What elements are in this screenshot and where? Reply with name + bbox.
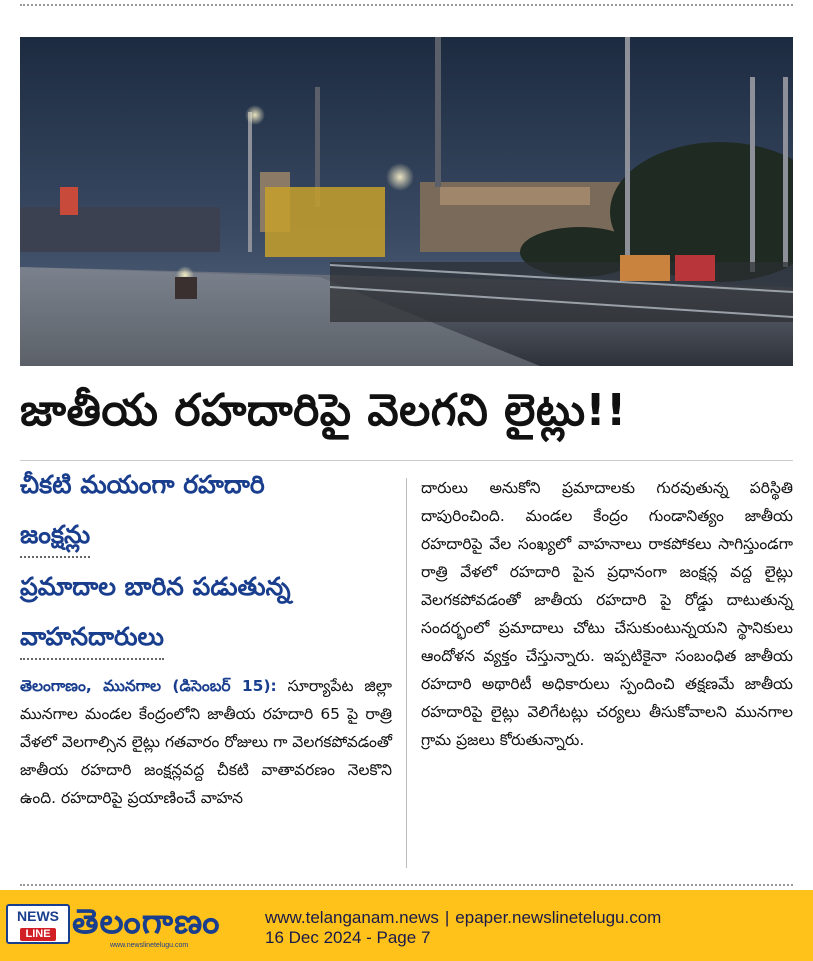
- subhead-2: జంక్షన్లు: [20, 518, 90, 558]
- left-body: [20, 672, 392, 812]
- subheads: [20, 468, 392, 672]
- site-link-telanganam[interactable]: www.telanganam.news: [265, 908, 439, 927]
- dateline: తెలంగాణం, మునగాల (డిసెంబర్ 15):: [20, 677, 277, 695]
- left-column: [20, 468, 392, 812]
- edition-date: 16 Dec 2024 - Page 7: [265, 928, 431, 947]
- top-dotted-rule: [20, 4, 793, 6]
- newsline-logo: [6, 904, 70, 944]
- right-body-text: దారులు అనుకోని ప్రమాదాలకు గురవుతున్న పరిస్థితి దాపురించింది. మండల కేంద్రం గుండానిత్యం జాతీయ రహదారిపై వేల సంఖ్యలో వాహనాలు రాకపోకలు సాగిస్తుండగా రాత్రి వేళలో రహదారి పైన ప్రధానంగా జంక్షన్ల వద్ద లైట్లు వెలగకపోవడంతో జాతీయ రహదారి పై రోడ్డు దాటుతున్న సందర్భంలో ప్రమాదాలు చోటు చేసుకుంటున్నయని స్థానికులు ఆందోళన వ్యక్తం చేస్తున్నారు. ఇప్పటికైనా సంబంధిత జాతీయ రహదారి అథారిటీ అధికారులు స్పందించి తక్షణమే జాతీయ రహదారిపై లైట్లు వెలిగేటట్లు చర్యలు తీసుకోవాలని మునగాల గ్రామ ప్రజలు కోరుతున్నారు.: [421, 479, 793, 749]
- left-body-text: సూర్యాపేట జిల్లా మునగాల మండల కేంద్రంలోని జాతీయ రహదారి 65 పై రాత్రి వేళలో వెలగాల్సిన లైట్లు గతవారం రోజులు గా వెలగకపోవడంతో జాతీయ రహదారి జంక్షన్లవద్ద చీకటి వాతావరణం నెలకొని ఉంది. రహదారిపై ప్రయాణించే వాహన: [20, 677, 392, 807]
- news-photo-highway-night: [20, 37, 793, 366]
- headline-divider: [20, 460, 793, 461]
- logo-news-text: NEWS: [17, 908, 59, 924]
- right-column: [421, 474, 793, 754]
- photo-illustration: [20, 37, 793, 366]
- footer-bar: [0, 890, 813, 961]
- site-link-epaper[interactable]: epaper.newslinetelugu.com: [455, 908, 662, 927]
- subhead-3: ప్రమాదాల బారిన పడుతున్న: [20, 572, 291, 601]
- masthead-url: www.newslinetelugu.com: [110, 942, 189, 949]
- bottom-dotted-rule: [20, 884, 793, 886]
- subhead-1: చీకటి మయంగా రహదారి: [20, 470, 265, 499]
- headline: జాతీయ రహదారిపై వెలగని లైట్లు!!: [20, 385, 627, 436]
- logo-line-text: LINE: [20, 928, 55, 941]
- subhead-4: వాహనదారులు: [20, 620, 164, 660]
- column-rule: [406, 478, 407, 868]
- telanganam-masthead: తెలంగాణం: [72, 902, 221, 942]
- footer-info: www.telanganam.news | epaper.newslinetelugu.com 16 Dec 2024 - Page 7: [265, 908, 662, 947]
